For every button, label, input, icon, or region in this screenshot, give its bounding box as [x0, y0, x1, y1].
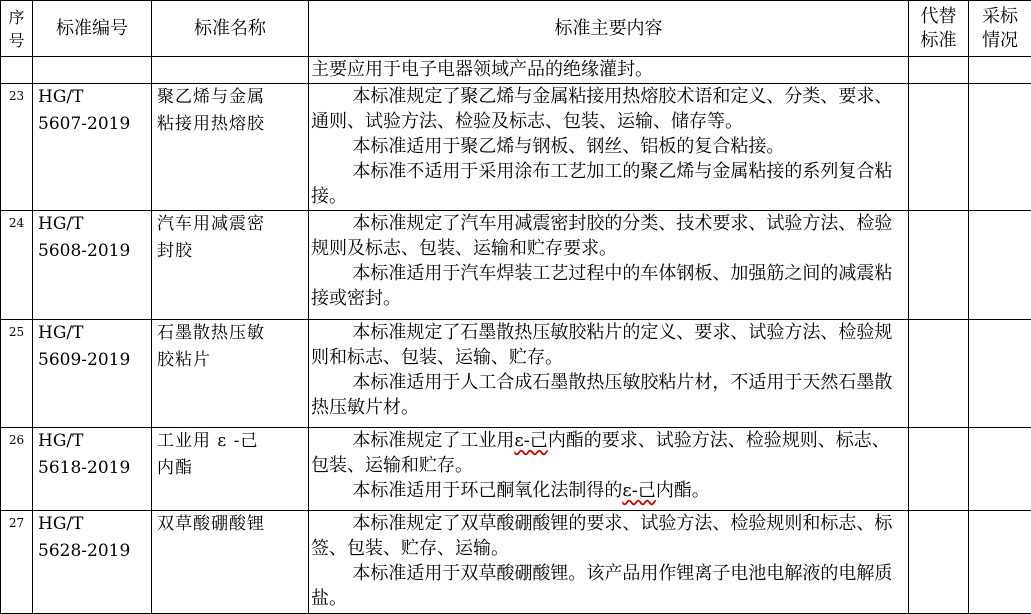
row-code — [33, 320, 152, 428]
row-code-line1: HG/T — [38, 84, 149, 111]
row-name-line2: 粘接用热熔胶 — [157, 111, 306, 138]
row-adopt — [969, 511, 1031, 614]
row-replace — [909, 428, 969, 511]
row-replace — [909, 320, 969, 428]
table-row-continued — [1, 57, 1031, 84]
header-code: 标准编号 — [33, 1, 152, 57]
content-paragraph: 本标准不适用于采用涂布工艺加工的聚乙烯与金属粘接的系列复合粘接。 — [311, 159, 906, 209]
header-replace — [909, 1, 969, 57]
content-paragraph: 本标准规定了石墨散热压敏胶粘片的定义、要求、试验方法、检验规则和标志、包装、运输、贮存。 — [311, 320, 906, 370]
row-seq: 27 — [1, 511, 33, 614]
header-name: 标准名称 — [152, 1, 309, 57]
row-code-line1: HG/T — [38, 320, 149, 347]
header-adopt — [969, 1, 1031, 57]
content-paragraph — [311, 428, 906, 478]
table-cell — [969, 57, 1031, 84]
header-seq — [1, 1, 33, 57]
row-content — [309, 511, 909, 614]
row-name-line2: 胶粘片 — [157, 347, 306, 374]
row-code — [33, 511, 152, 614]
row-code-line2: 5628-2019 — [38, 538, 149, 565]
header-replace-line1: 代替 — [911, 5, 966, 29]
row-seq: 23 — [1, 84, 33, 211]
row-replace — [909, 211, 969, 320]
row-name-line1: 石墨散热压敏 — [157, 320, 306, 347]
row-replace — [909, 511, 969, 614]
header-seq-line1: 序 — [3, 6, 30, 29]
content-paragraph — [311, 478, 906, 503]
content-paragraph: 本标准规定了汽车用减震密封胶的分类、技术要求、试验方法、检验规则及标志、包装、运输和贮存要求。 — [311, 211, 906, 261]
header-replace-line2: 标准 — [911, 29, 966, 53]
spellcheck-flag: ε-己 — [514, 430, 547, 451]
row-code — [33, 428, 152, 511]
row-name-line1: 汽车用减震密 — [157, 211, 306, 238]
row-name-line1: 聚乙烯与金属 — [157, 84, 306, 111]
header-adopt-line2: 情况 — [971, 29, 1029, 53]
row-name — [152, 320, 309, 428]
row-adopt — [969, 320, 1031, 428]
row-content — [309, 84, 909, 211]
row-adopt — [969, 428, 1031, 511]
header-adopt-line1: 采标 — [971, 5, 1029, 29]
table-cell — [33, 57, 152, 84]
row-name — [152, 428, 309, 511]
table-row — [1, 428, 1031, 511]
row-adopt — [969, 84, 1031, 211]
row-code — [33, 211, 152, 320]
row-seq: 26 — [1, 428, 33, 511]
content-paragraph: 本标准适用于双草酸硼酸锂。该产品用作锂离子电池电解液的电解质盐。 — [311, 561, 906, 611]
row-name — [152, 511, 309, 614]
table-row — [1, 511, 1031, 614]
table-cell — [909, 57, 969, 84]
table-row — [1, 84, 1031, 211]
row-adopt — [969, 211, 1031, 320]
content-text: 内酯的要求、试验方法、检验规则、标志、包装、运输和贮存。 — [311, 430, 890, 476]
content-paragraph: 本标准适用于汽车焊装工艺过程中的车体钢板、加强筋之间的减震粘接或密封。 — [311, 261, 906, 311]
spellcheck-flag: ε-己 — [622, 480, 655, 501]
row-name-line2: 内酯 — [157, 455, 306, 482]
header-row — [1, 1, 1031, 57]
content-text: 本标准规定了工业用 — [352, 430, 514, 451]
row-replace — [909, 84, 969, 211]
row-seq: 25 — [1, 320, 33, 428]
row-name-line1: 工业用 ε -己 — [157, 428, 306, 455]
row-code-line2: 5609-2019 — [38, 347, 149, 374]
content-text: 内酯。 — [656, 480, 710, 501]
table-row — [1, 211, 1031, 320]
row-name — [152, 84, 309, 211]
table-cell — [152, 57, 309, 84]
header-content: 标准主要内容 — [309, 1, 909, 57]
row-code-line2: 5608-2019 — [38, 238, 149, 265]
content-paragraph: 本标准适用于人工合成石墨散热压敏胶粘片材，不适用于天然石墨散热压敏片材。 — [311, 370, 906, 420]
row-seq: 24 — [1, 211, 33, 320]
content-paragraph: 本标准适用于聚乙烯与钢板、钢丝、铝板的复合粘接。 — [311, 134, 906, 159]
table-cell — [1, 57, 33, 84]
content-text: 本标准适用于环己酮氧化法制得的 — [352, 480, 622, 501]
continued-text: 主要应用于电子电器领域产品的绝缘灌封。 — [311, 57, 906, 82]
content-paragraph: 本标准规定了双草酸硼酸锂的要求、试验方法、检验规则和标志、标签、包装、贮存、运输。 — [311, 511, 906, 561]
row-code-line2: 5607-2019 — [38, 111, 149, 138]
table-row — [1, 320, 1031, 428]
row-content — [309, 320, 909, 428]
header-seq-line2: 号 — [3, 29, 30, 52]
content-paragraph: 本标准规定了聚乙烯与金属粘接用热熔胶术语和定义、分类、要求、通则、试验方法、检验及标志、包装、运输、储存等。 — [311, 84, 906, 134]
row-content — [309, 428, 909, 511]
row-code-line1: HG/T — [38, 511, 149, 538]
row-code — [33, 84, 152, 211]
row-name — [152, 211, 309, 320]
continued-content — [309, 57, 909, 84]
row-name-line2: 封胶 — [157, 238, 306, 265]
row-code-line1: HG/T — [38, 428, 149, 455]
row-code-line2: 5618-2019 — [38, 455, 149, 482]
row-content — [309, 211, 909, 320]
row-name-line1: 双草酸硼酸锂 — [157, 511, 306, 538]
row-code-line1: HG/T — [38, 211, 149, 238]
